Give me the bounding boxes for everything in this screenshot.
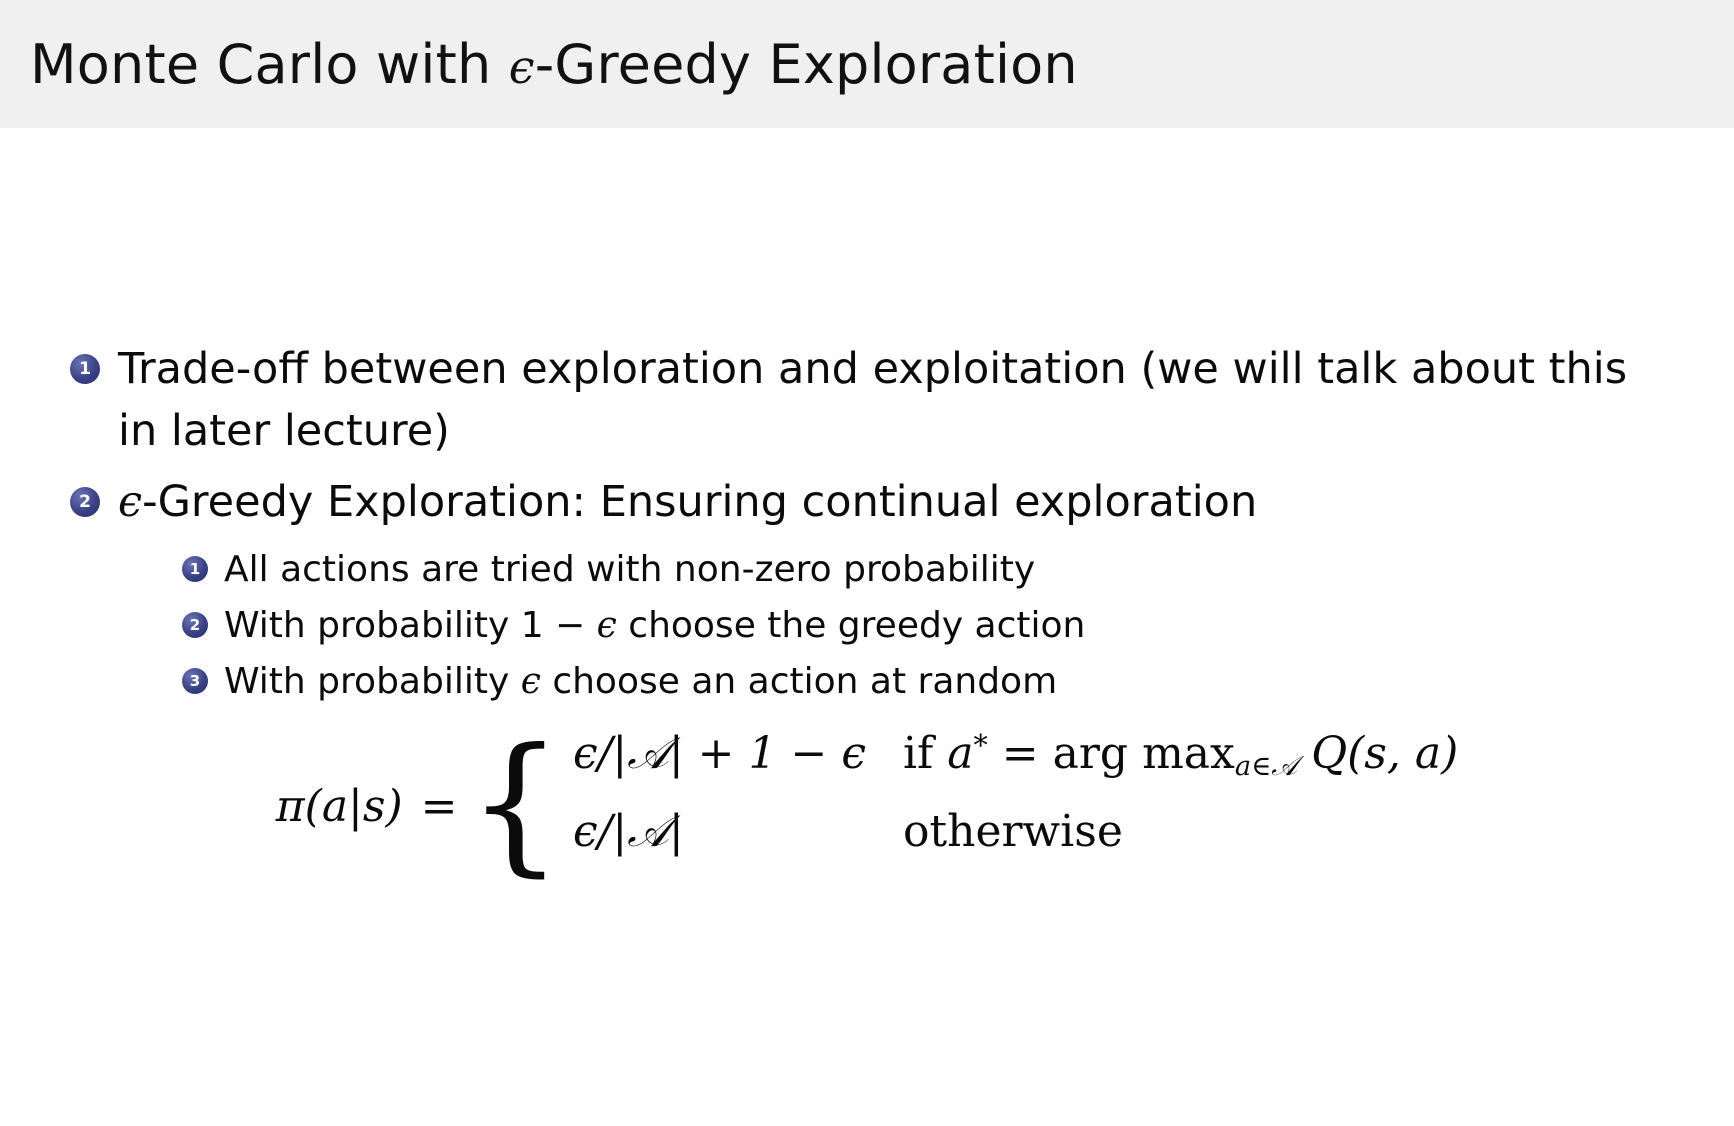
list-item <box>70 338 1690 463</box>
case-1-if: if <box>902 728 948 779</box>
list-item <box>182 543 1690 597</box>
sub-bullet-number-1: 1 <box>182 556 208 582</box>
list-item <box>182 599 1690 653</box>
bullet-text-2 <box>118 471 1257 533</box>
epsilon-symbol: ϵ <box>596 605 617 647</box>
case-1-q-function: Q(s, a) <box>1297 728 1459 779</box>
sub-bullet-list <box>182 543 1690 709</box>
sub-bullet-text-3-pre: With probability <box>224 661 521 703</box>
equation-equals: = <box>420 780 458 832</box>
sub-bullet-text-2 <box>224 599 1085 653</box>
page-title <box>0 33 1078 96</box>
sub-bullet-text-3 <box>224 655 1057 709</box>
equation-inner <box>275 717 1459 891</box>
sub-bullet-text-2-pre: With probability 1 − <box>224 605 597 647</box>
policy-equation <box>0 717 1734 891</box>
bullet-number-1: 1 <box>70 354 100 384</box>
sub-bullet-number-2: 2 <box>182 612 208 638</box>
sub-bullet-number-3: 3 <box>182 668 208 694</box>
equation-case-2 <box>573 806 1458 884</box>
sub-bullet-text-3-post: choose an action at random <box>540 661 1058 703</box>
sub-bullet-text-2-post: choose the greedy action <box>616 605 1086 647</box>
equation-brace: { <box>467 717 563 891</box>
equation-case-1 <box>573 728 1458 806</box>
slide-content <box>0 128 1734 1126</box>
epsilon-symbol: ϵ <box>520 661 541 703</box>
case-1-action: a <box>947 728 974 779</box>
bullet-number-2: 2 <box>70 487 100 517</box>
case-1-argmax-subscript: a∈𝒜 <box>1234 750 1298 782</box>
epsilon-symbol: ϵ <box>118 476 143 527</box>
case-2-value: ϵ/|𝒜| <box>572 806 684 857</box>
bullet-list <box>70 338 1690 711</box>
sub-bullet-text-1: All actions are tried with non-zero probability <box>224 549 1036 591</box>
case-1-argmax: = arg max <box>987 728 1235 779</box>
case-2-condition: otherwise <box>902 806 1123 857</box>
slide-title-bar <box>0 0 1734 128</box>
title-suffix: -Greedy Exploration <box>534 32 1078 96</box>
title-prefix: Monte Carlo with <box>30 32 509 96</box>
list-item <box>70 471 1690 533</box>
list-item <box>182 655 1690 709</box>
case-1-condition <box>903 728 1458 783</box>
equation-cases <box>573 728 1458 884</box>
case-1-star: * <box>973 728 988 763</box>
bullet-text-1: Trade-off between exploration and exploitation (we will talk about this in later lecture) <box>118 344 1628 457</box>
title-epsilon-symbol: ϵ <box>508 39 535 94</box>
bullet-text-2-rest: -Greedy Exploration: Ensuring continual exploration <box>142 476 1258 527</box>
case-1-value: ϵ/|𝒜| + 1 − ϵ <box>572 728 866 779</box>
equation-lhs: π(a|s) <box>275 780 403 832</box>
